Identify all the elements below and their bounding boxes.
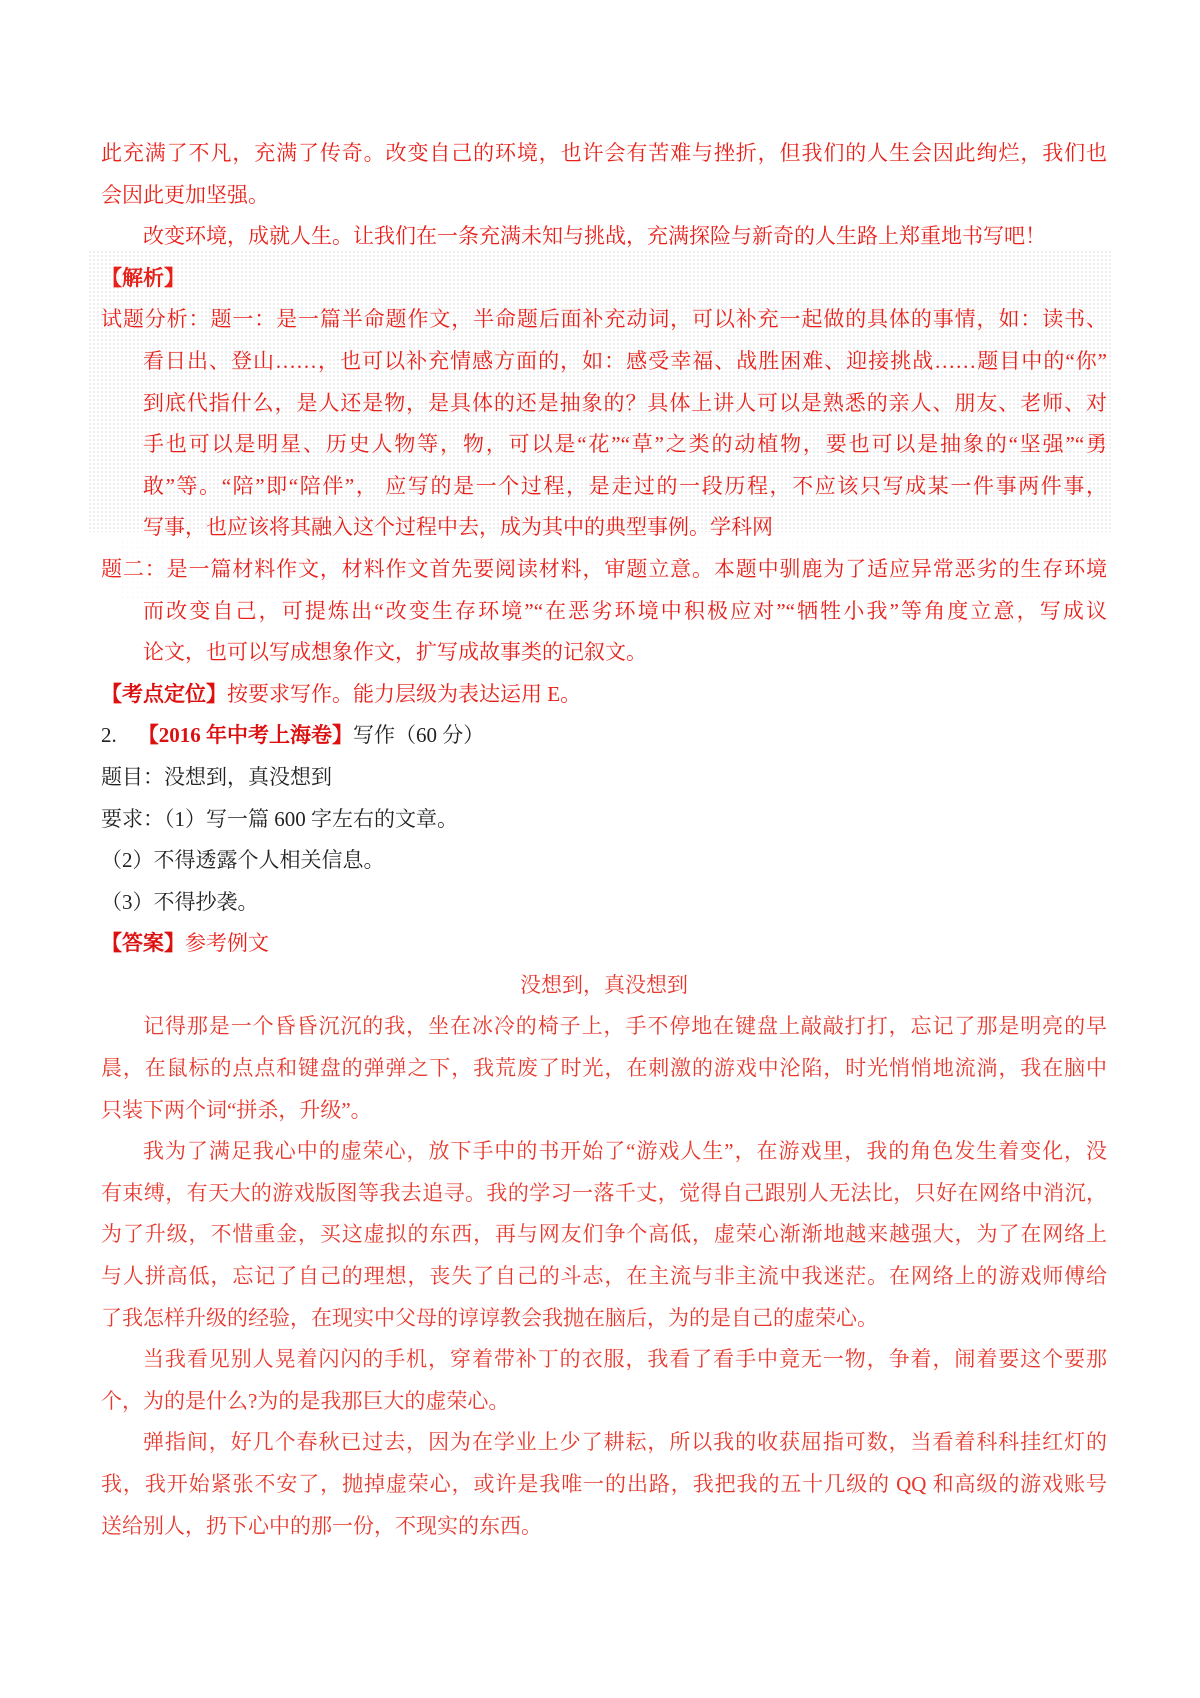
exam-point-line	[101, 674, 1107, 716]
text-line: 会因此更加坚强。	[101, 182, 269, 207]
text-line: 为了升级，不惜重金，买这虚拟的东西，再与网友们争个高低，虚荣心渐渐地越来越强大，为了在网络上	[101, 1222, 1107, 1247]
essay-paragraph-1	[101, 1006, 1107, 1131]
text-line: 记得那是一个昏昏沉沉的我，坐在冰冷的椅子上，手不停地在键盘上敲敲打打，忘记了那是明亮的早	[143, 1014, 1107, 1039]
text-line: 手也可以是明星、历史人物等，物，可以是“花”“草”之类的动植物，要也可以是抽象的“坚强”“勇	[143, 432, 1107, 457]
text-line: 有束缚，有天大的游戏版图等我去追寻。我的学习一落千丈，觉得自己跟别人无法比，只好在网络中消沉，	[101, 1180, 1107, 1205]
text-line: 与人拼高低，忘记了自己的理想，丧失了自己的斗志，在主流与非主流中我迷茫。在网络上的游戏师傅给	[101, 1264, 1107, 1289]
text-line: 而改变自己，可提炼出“改变生存环境”“在恶劣环境中积极应对”“牺牲小我”等角度立意，写成议	[143, 598, 1107, 623]
text-line: 弹指间，好几个春秋已过去，因为在学业上少了耕耘，所以我的收获屈指可数，当看着科科挂红灯的	[143, 1430, 1107, 1455]
essay-paragraph-2	[101, 1131, 1107, 1339]
question-section	[101, 715, 1107, 965]
text-segment: 2.	[101, 723, 138, 748]
text-segment: 【考点定位】	[101, 681, 227, 706]
analysis-paragraph-conclusion	[101, 133, 1107, 216]
text-line: 当我看见别人晃着闪闪的手机，穿着带补丁的衣服，我看了看手中竟无一物，争着，闹着要这个要那	[143, 1347, 1107, 1372]
question-requirement-1: 要求：（1）写一篇 600 字左右的文章。	[101, 806, 458, 831]
answer-label-line	[101, 923, 1107, 965]
text-line: 送给别人，扔下心中的那一份，不现实的东西。	[101, 1513, 542, 1538]
text-line: 晨，在鼠标的点点和键盘的弹弹之下，我荒废了时光，在刺激的游戏中沦陷，时光悄悄地流淌，我在脑中	[101, 1056, 1107, 1081]
text-line: 此充满了不凡，充满了传奇。改变自己的环境，也许会有苦难与挫折，但我们的人生会因此绚烂，我们也	[101, 141, 1107, 165]
question-requirement-2: （2）不得透露个人相关信息。	[101, 848, 385, 873]
text-line: 试题分析：题一：是一篇半命题作文，半命题后面补充动词，可以补充一起做的具体的事情，如：读书、	[101, 307, 1107, 332]
essay-paragraph-3	[101, 1339, 1107, 1422]
analysis-section	[101, 133, 1107, 715]
document-content	[101, 133, 1107, 1547]
text-line: 改变环境，成就人生。让我们在一条充满未知与挑战，充满探险与新奇的人生路上郑重地书写吧！	[143, 224, 1046, 249]
text-line: 了我怎样升级的经验，在现实中父母的谆谆教会我抛在脑后，为的是自己的虚荣心。	[101, 1305, 878, 1330]
text-line: 个，为的是什么?为的是我那巨大的虚荣心。	[101, 1388, 510, 1413]
question-number-line	[101, 715, 1107, 757]
text-line: 我为了满足我心中的虚荣心，放下手中的书开始了“游戏人生”，在游戏里，我的角色发生着变化，没	[143, 1139, 1107, 1164]
text-line: 论文，也可以写成想象作文，扩写成故事类的记叙文。	[143, 640, 647, 665]
analysis-paragraph-closing	[101, 216, 1107, 258]
text-line: 我，我开始紧张不安了，抛掉虚荣心，或许是我唯一的出路，我把我的五十几级的 QQ 和高级的游戏账号	[101, 1472, 1107, 1496]
text-segment: 写作（60 分）	[353, 723, 485, 748]
essay-title: 没想到，真没想到	[520, 972, 688, 997]
essay-paragraph-4	[101, 1422, 1107, 1547]
text-segment: 参考例文	[185, 931, 269, 956]
analysis-paragraph-question1	[101, 299, 1107, 549]
text-line: 只装下两个词“拼杀，升级”。	[101, 1097, 372, 1122]
analysis-paragraph-question2	[101, 549, 1107, 674]
text-segment: 【2016 年中考上海卷】	[137, 723, 353, 748]
text-segment: 【答案】	[101, 931, 185, 956]
essay-section	[101, 965, 1107, 1547]
question-requirement-3: （3）不得抄袭。	[101, 889, 259, 914]
question-topic-line: 题目：没想到，真没想到	[101, 764, 332, 789]
text-line: 敢”等。“陪”即“陪伴”， 应写的是一个过程，是走过的一段历程，不应该只写成某一件事两件事，	[143, 473, 1107, 498]
text-line: 写事，也应该将其融入这个过程中去，成为其中的典型事例。学科网	[143, 515, 773, 540]
text-line: 看日出、登山……，也可以补充情感方面的，如：感受幸福、战胜困难、迎接挑战……题目中的“你”	[143, 348, 1107, 373]
text-line: 到底代指什么，是人还是物，是具体的还是抽象的？具体上讲人可以是熟悉的亲人、朋友、老师、对	[143, 390, 1107, 415]
text-segment: 按要求写作。能力层级为表达运用 E。	[227, 681, 582, 706]
analysis-heading: 【解析】	[101, 265, 185, 290]
text-line: 题二：是一篇材料作文，材料作文首先要阅读材料，审题立意。本题中驯鹿为了适应异常恶劣的生存环境	[101, 556, 1107, 581]
